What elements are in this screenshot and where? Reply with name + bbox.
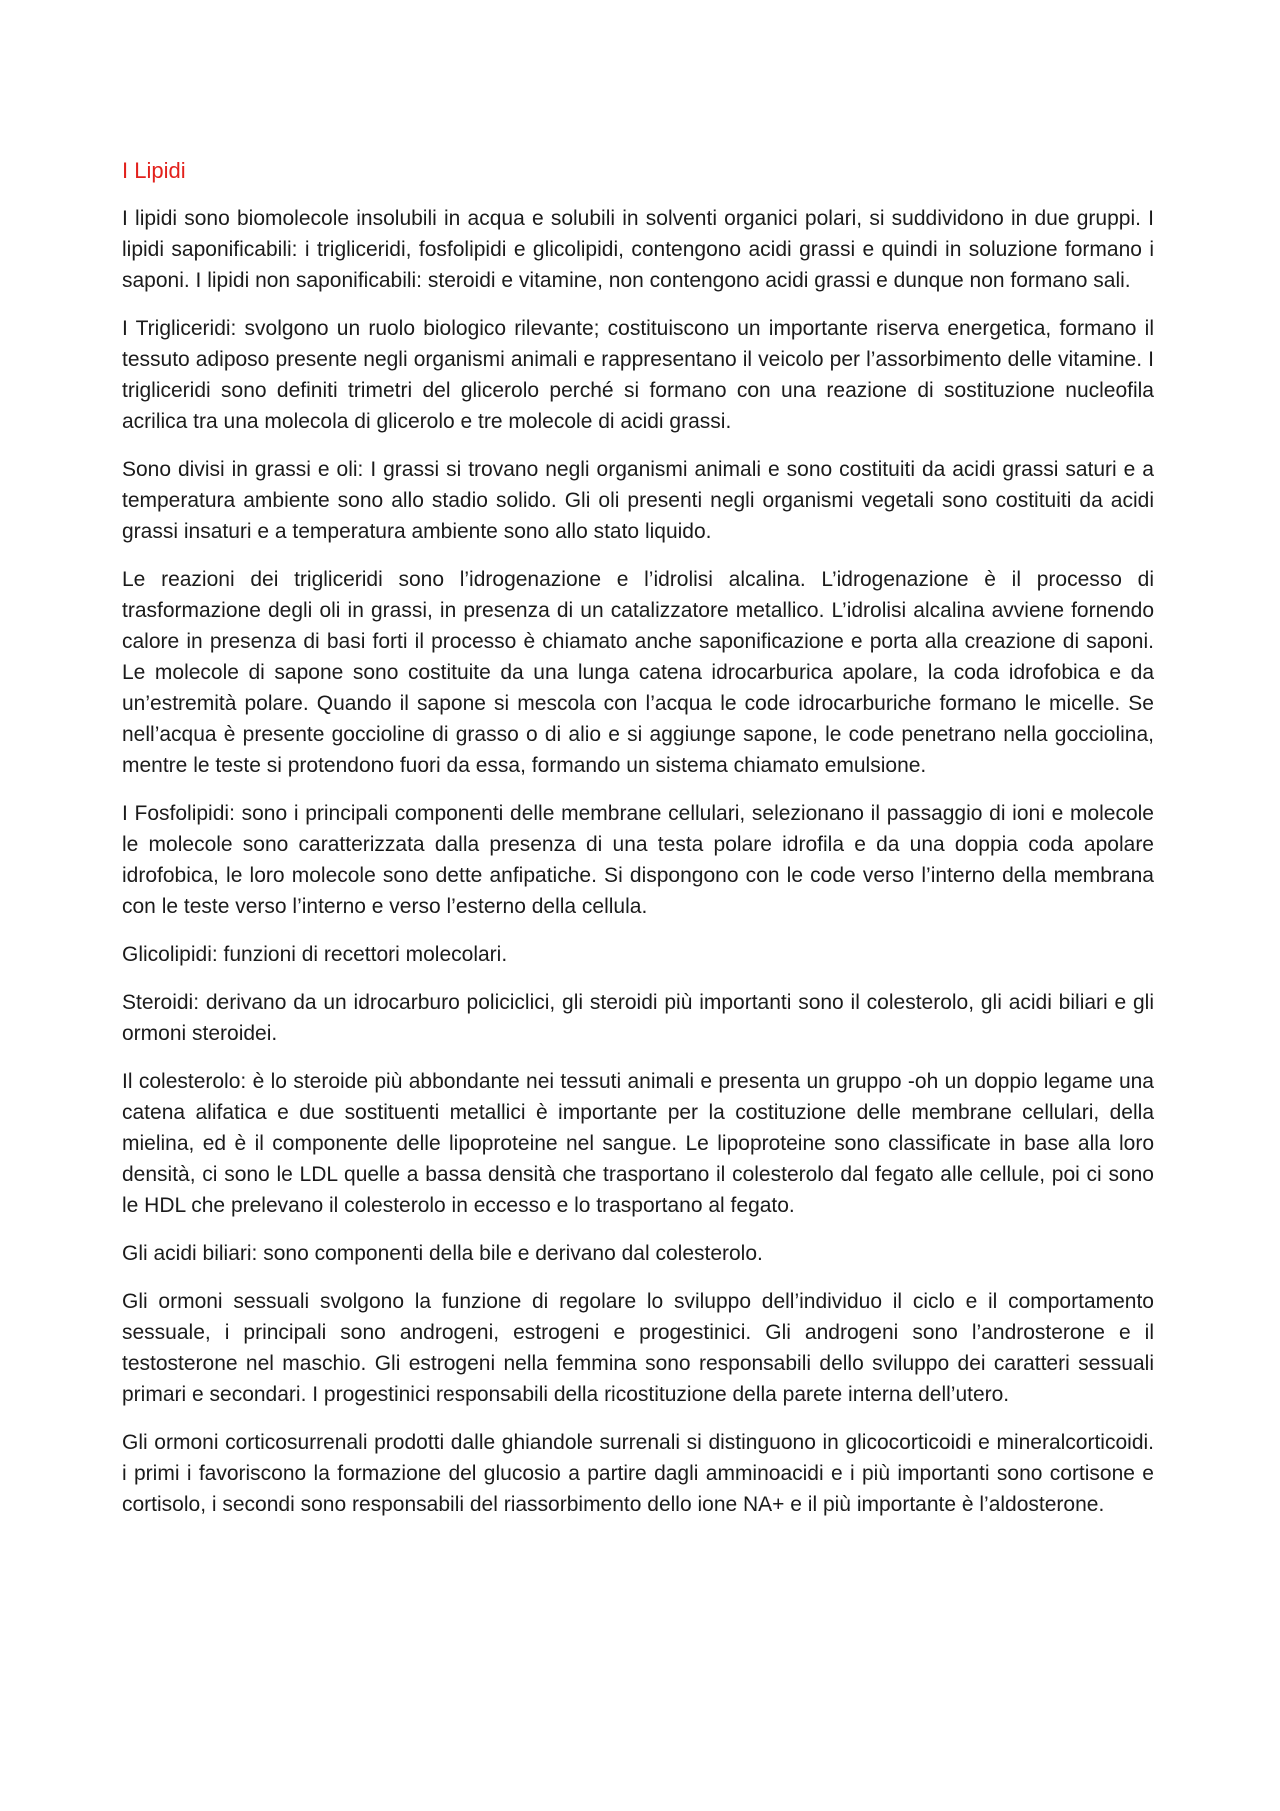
paragraph-glicolipidi: Glicolipidi: funzioni di recettori molecolari. — [122, 943, 508, 966]
paragraph-ormoni-corticosurrenali: Gli ormoni corticosurrenali prodotti dalle ghiandole surrenali si distinguono in glicocorticoidi e mineralcorticoidi. i primi i favoriscono la formazione del glucosio a partire dagli amminoacidi e i più importanti sono cortisone e cortisolo, i secondi sono responsabili del riassorbimento dello ione NA+ e il più importante è l’aldosterone. — [122, 1431, 1154, 1516]
paragraph-reazioni-trigliceridi: Le reazioni dei trigliceridi sono l’idrogenazione e l’idrolisi alcalina. L’idrogenazione è il processo di trasformazione degli oli in grassi, in presenza di un catalizzatore metallico. L’idrolisi alcalina avviene fornendo calore in presenza di basi forti il processo è chiamato anche saponificazione e porta alla creazione di saponi. Le molecole di sapone sono costituite da una lunga catena idrocarburica apolare, la coda idrofobica e da un’estremità polare. Quando il sapone si mescola con l’acqua le code idrocarburiche formano le micelle. Se nell’acqua è presente goccioline di grasso o di alio e si aggiunge sapone, le code penetrano nella gocciolina, mentre le teste si protendono fuori da essa, formando un sistema chiamato emulsione. — [122, 568, 1154, 777]
paragraph-trigliceridi: I Trigliceridi: svolgono un ruolo biologico rilevante; costituiscono un importante riserva energetica, formano il tessuto adiposo presente negli organismi animali e rappresentano il veicolo per l’assorbimento delle vitamine. I trigliceridi sono definiti trimetri del glicerolo perché si formano con una reazione di sostituzione nucleofila acrilica tra una molecola di glicerolo e tre molecole di acidi grassi. — [122, 317, 1154, 433]
paragraph-acidi-biliari: Gli acidi biliari: sono componenti della bile e derivano dal colesterolo. — [122, 1242, 763, 1265]
paragraph-ormoni-sessuali: Gli ormoni sessuali svolgono la funzione di regolare lo sviluppo dell’individuo il ciclo e il comportamento sessuale, i principali sono androgeni, estrogeni e progestinici. Gli androgeni sono l’androsterone e il testosterone nel maschio. Gli estrogeni nella femmina sono responsabili dello sviluppo dei caratteri sessuali primari e secondari. I progestinici responsabili della ricostituzione della parete interna dell’utero. — [122, 1290, 1154, 1406]
paragraph-grassi-e-oli: Sono divisi in grassi e oli: I grassi si trovano negli organismi animali e sono costituiti da acidi grassi saturi e a temperatura ambiente sono allo stadio solido. Gli oli presenti negli organismi vegetali sono costituiti da acidi grassi insaturi e a temperatura ambiente sono allo stato liquido. — [122, 458, 1154, 543]
document-title: I Lipidi — [122, 158, 186, 183]
document-body — [122, 155, 1154, 1537]
paragraph-lipidi-intro: I lipidi sono biomolecole insolubili in acqua e solubili in solventi organici polari, si suddividono in due gruppi. I lipidi saponificabili: i trigliceridi, fosfolipidi e glicolipidi, contengono acidi grassi e quindi in soluzione formano i saponi. I lipidi non saponificabili: steroidi e vitamine, non contengono acidi grassi e dunque non formano sali. — [122, 207, 1154, 292]
paragraph-colesterolo: Il colesterolo: è lo steroide più abbondante nei tessuti animali e presenta un gruppo -oh un doppio legame una catena alifatica e due sostituenti metallici è importante per la costituzione delle membrane cellulari, della mielina, ed è il componente delle lipoproteine nel sangue. Le lipoproteine sono classificate in base alla loro densità, ci sono le LDL quelle a bassa densità che trasportano il colesterolo dal fegato alle cellule, poi ci sono le HDL che prelevano il colesterolo in eccesso e lo trasportano al fegato. — [122, 1070, 1154, 1217]
paragraph-fosfolipidi: I Fosfolipidi: sono i principali componenti delle membrane cellulari, selezionano il passaggio di ioni e molecole le molecole sono caratterizzata dalla presenza di una testa polare idrofila e da una doppia coda apolare idrofobica, le loro molecole sono dette anfipatiche. Si dispongono con le code verso l’interno della membrana con le teste verso l’interno e verso l’esterno della cellula. — [122, 802, 1154, 918]
paragraph-steroidi: Steroidi: derivano da un idrocarburo policiclici, gli steroidi più importanti sono il colesterolo, gli acidi biliari e gli ormoni steroidei. — [122, 991, 1154, 1045]
